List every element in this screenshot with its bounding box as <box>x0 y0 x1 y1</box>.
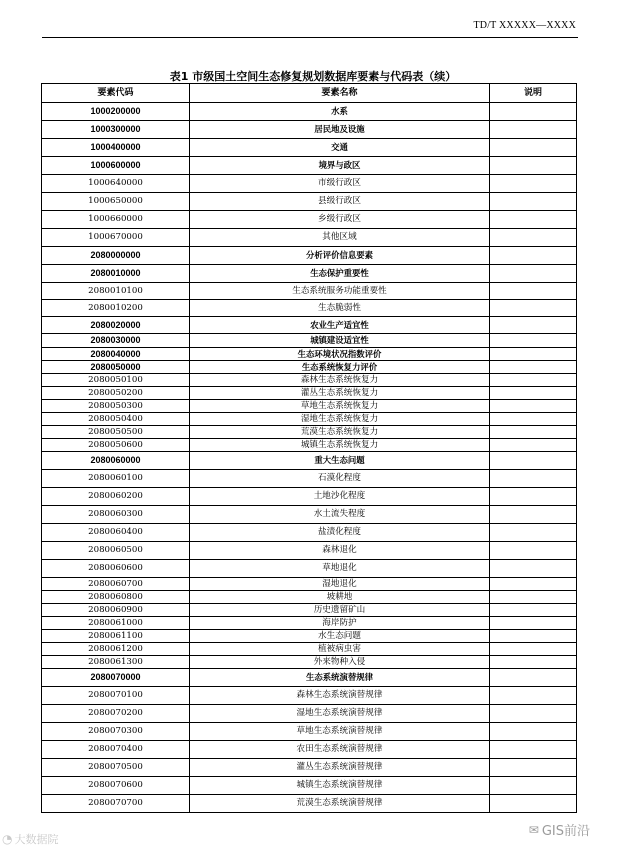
table-row <box>42 229 577 247</box>
row-code: 2080061000 <box>42 617 190 630</box>
table-row <box>42 604 577 617</box>
row-note <box>490 643 577 656</box>
row-code: 2080040000 <box>42 348 190 361</box>
row-note <box>490 604 577 617</box>
row-name: 草地退化 <box>190 560 490 578</box>
row-note <box>490 470 577 488</box>
row-code: 2080050300 <box>42 400 190 413</box>
row-name: 生态脆弱性 <box>190 300 490 317</box>
column-header-note: 说明 <box>490 84 577 103</box>
row-note <box>490 524 577 542</box>
row-code: 2080020000 <box>42 317 190 334</box>
row-code: 1000200000 <box>42 103 190 121</box>
row-note <box>490 488 577 506</box>
row-name: 海岸防护 <box>190 617 490 630</box>
row-code: 2080060200 <box>42 488 190 506</box>
row-note <box>490 374 577 387</box>
row-code: 2080050600 <box>42 439 190 452</box>
row-name: 生态系统服务功能重要性 <box>190 283 490 300</box>
row-code: 2080010000 <box>42 265 190 283</box>
row-note <box>490 506 577 524</box>
table-row <box>42 617 577 630</box>
header-rule <box>42 37 578 38</box>
row-code: 1000600000 <box>42 157 190 175</box>
row-name: 生态系统演替规律 <box>190 669 490 687</box>
row-note <box>490 317 577 334</box>
row-note <box>490 687 577 705</box>
row-name: 森林退化 <box>190 542 490 560</box>
row-note <box>490 413 577 426</box>
row-note <box>490 247 577 265</box>
row-note <box>490 103 577 121</box>
column-header-code: 要素代码 <box>42 84 190 103</box>
watermark-right-text: GIS前沿 <box>541 824 590 839</box>
row-code: 2080050500 <box>42 426 190 439</box>
row-name: 植被病虫害 <box>190 643 490 656</box>
row-name: 湿地退化 <box>190 578 490 591</box>
row-code: 2080060700 <box>42 578 190 591</box>
table-row <box>42 470 577 488</box>
row-code: 2080070700 <box>42 795 190 813</box>
row-name: 乡级行政区 <box>190 211 490 229</box>
row-code: 1000660000 <box>42 211 190 229</box>
watermark-right <box>529 820 590 839</box>
table-row <box>42 400 577 413</box>
row-note <box>490 348 577 361</box>
row-code: 2080050100 <box>42 374 190 387</box>
table-body <box>42 103 577 813</box>
table-row <box>42 723 577 741</box>
row-note <box>490 265 577 283</box>
table-row <box>42 139 577 157</box>
row-note <box>490 560 577 578</box>
row-code: 2080060100 <box>42 470 190 488</box>
row-note <box>490 334 577 348</box>
row-code: 2080010200 <box>42 300 190 317</box>
row-name: 交通 <box>190 139 490 157</box>
table-row <box>42 488 577 506</box>
row-code: 2080070300 <box>42 723 190 741</box>
table-row <box>42 283 577 300</box>
table-row <box>42 265 577 283</box>
row-note <box>490 669 577 687</box>
row-code: 2080070200 <box>42 705 190 723</box>
row-note <box>490 578 577 591</box>
row-note <box>490 777 577 795</box>
row-name: 城镇建设适宜性 <box>190 334 490 348</box>
row-code: 2080030000 <box>42 334 190 348</box>
table-row <box>42 542 577 560</box>
table-row <box>42 334 577 348</box>
row-note <box>490 229 577 247</box>
row-note <box>490 630 577 643</box>
table-row <box>42 777 577 795</box>
table-row <box>42 317 577 334</box>
row-note <box>490 157 577 175</box>
row-note <box>490 400 577 413</box>
row-code: 1000650000 <box>42 193 190 211</box>
row-note <box>490 283 577 300</box>
table-row <box>42 669 577 687</box>
watermark-left <box>2 831 58 847</box>
row-code: 2080060400 <box>42 524 190 542</box>
row-note <box>490 591 577 604</box>
row-note <box>490 211 577 229</box>
row-note <box>490 175 577 193</box>
table-row <box>42 705 577 723</box>
table-row <box>42 452 577 470</box>
table-row <box>42 643 577 656</box>
row-code: 2080050000 <box>42 361 190 374</box>
table-row <box>42 687 577 705</box>
row-name: 盐渍化程度 <box>190 524 490 542</box>
row-note <box>490 542 577 560</box>
row-note <box>490 193 577 211</box>
row-code: 2080000000 <box>42 247 190 265</box>
row-note <box>490 795 577 813</box>
table-row <box>42 795 577 813</box>
row-code: 1000400000 <box>42 139 190 157</box>
table-row <box>42 157 577 175</box>
row-name: 坡耕地 <box>190 591 490 604</box>
row-name: 外来物种入侵 <box>190 656 490 669</box>
table-row <box>42 413 577 426</box>
column-header-name: 要素名称 <box>190 84 490 103</box>
row-code: 2080070000 <box>42 669 190 687</box>
row-note <box>490 723 577 741</box>
row-code: 2080061300 <box>42 656 190 669</box>
row-name: 农业生产适宜性 <box>190 317 490 334</box>
table-row <box>42 506 577 524</box>
table-title: 表1 市级国土空间生态修复规划数据库要素与代码表（续） <box>169 70 457 83</box>
row-code: 1000670000 <box>42 229 190 247</box>
table-row <box>42 387 577 400</box>
table-row <box>42 630 577 643</box>
row-code: 2080060000 <box>42 452 190 470</box>
table-row <box>42 175 577 193</box>
row-name: 草地生态系统演替规律 <box>190 723 490 741</box>
row-name: 湿地生态系统恢复力 <box>190 413 490 426</box>
row-note <box>490 139 577 157</box>
row-code: 2080070100 <box>42 687 190 705</box>
row-note <box>490 741 577 759</box>
row-name: 市级行政区 <box>190 175 490 193</box>
document-code: TD/T XXXXX—XXXX <box>473 20 576 31</box>
row-code: 2080010100 <box>42 283 190 300</box>
row-note <box>490 426 577 439</box>
row-name: 生态环境状况指数评价 <box>190 348 490 361</box>
table-row <box>42 121 577 139</box>
row-name: 灌丛生态系统恢复力 <box>190 387 490 400</box>
row-name: 境界与政区 <box>190 157 490 175</box>
row-code: 2080060600 <box>42 560 190 578</box>
table-row <box>42 426 577 439</box>
row-name: 水土流失程度 <box>190 506 490 524</box>
row-name: 荒漠生态系统恢复力 <box>190 426 490 439</box>
row-name: 城镇生态系统恢复力 <box>190 439 490 452</box>
table-row <box>42 524 577 542</box>
row-name: 土地沙化程度 <box>190 488 490 506</box>
weibo-icon: ◔ <box>2 832 13 846</box>
row-name: 生态系统恢复力评价 <box>190 361 490 374</box>
row-name: 其他区域 <box>190 229 490 247</box>
row-name: 森林生态系统演替规律 <box>190 687 490 705</box>
table-row <box>42 193 577 211</box>
table-row <box>42 439 577 452</box>
row-note <box>490 656 577 669</box>
row-code: 1000640000 <box>42 175 190 193</box>
row-code: 2080061200 <box>42 643 190 656</box>
table-row <box>42 361 577 374</box>
row-name: 城镇生态系统演替规律 <box>190 777 490 795</box>
row-name: 农田生态系统演替规律 <box>190 741 490 759</box>
row-code: 2080060900 <box>42 604 190 617</box>
table-row <box>42 759 577 777</box>
row-name: 石漠化程度 <box>190 470 490 488</box>
row-code: 2080070500 <box>42 759 190 777</box>
table-row <box>42 300 577 317</box>
row-name: 湿地生态系统演替规律 <box>190 705 490 723</box>
row-note <box>490 705 577 723</box>
row-code: 1000300000 <box>42 121 190 139</box>
row-name: 居民地及设施 <box>190 121 490 139</box>
table-row <box>42 348 577 361</box>
table-row <box>42 247 577 265</box>
row-note <box>490 121 577 139</box>
row-note <box>490 387 577 400</box>
table-row <box>42 103 577 121</box>
table-header-row <box>42 84 577 103</box>
row-name: 灌丛生态系统演替规律 <box>190 759 490 777</box>
row-name: 历史遗留矿山 <box>190 604 490 617</box>
row-code: 2080061100 <box>42 630 190 643</box>
row-name: 森林生态系统恢复力 <box>190 374 490 387</box>
wechat-icon: ✉ <box>528 822 539 837</box>
row-code: 2080050200 <box>42 387 190 400</box>
table-row <box>42 560 577 578</box>
row-name: 水生态问题 <box>190 630 490 643</box>
row-name: 生态保护重要性 <box>190 265 490 283</box>
row-note <box>490 300 577 317</box>
watermark-left-text: 大数据院 <box>14 833 59 846</box>
element-code-table <box>41 83 577 813</box>
table-row <box>42 591 577 604</box>
row-note <box>490 759 577 777</box>
row-note <box>490 439 577 452</box>
row-note <box>490 361 577 374</box>
row-name: 重大生态问题 <box>190 452 490 470</box>
row-code: 2080060300 <box>42 506 190 524</box>
row-name: 分析评价信息要素 <box>190 247 490 265</box>
row-code: 2080060800 <box>42 591 190 604</box>
row-code: 2080070400 <box>42 741 190 759</box>
row-note <box>490 617 577 630</box>
row-name: 草地生态系统恢复力 <box>190 400 490 413</box>
row-name: 水系 <box>190 103 490 121</box>
row-note <box>490 452 577 470</box>
table-row <box>42 656 577 669</box>
row-name: 县级行政区 <box>190 193 490 211</box>
table-row <box>42 374 577 387</box>
row-name: 荒漠生态系统演替规律 <box>190 795 490 813</box>
table-row <box>42 211 577 229</box>
table-row <box>42 578 577 591</box>
row-code: 2080050400 <box>42 413 190 426</box>
table-row <box>42 741 577 759</box>
row-code: 2080070600 <box>42 777 190 795</box>
row-code: 2080060500 <box>42 542 190 560</box>
